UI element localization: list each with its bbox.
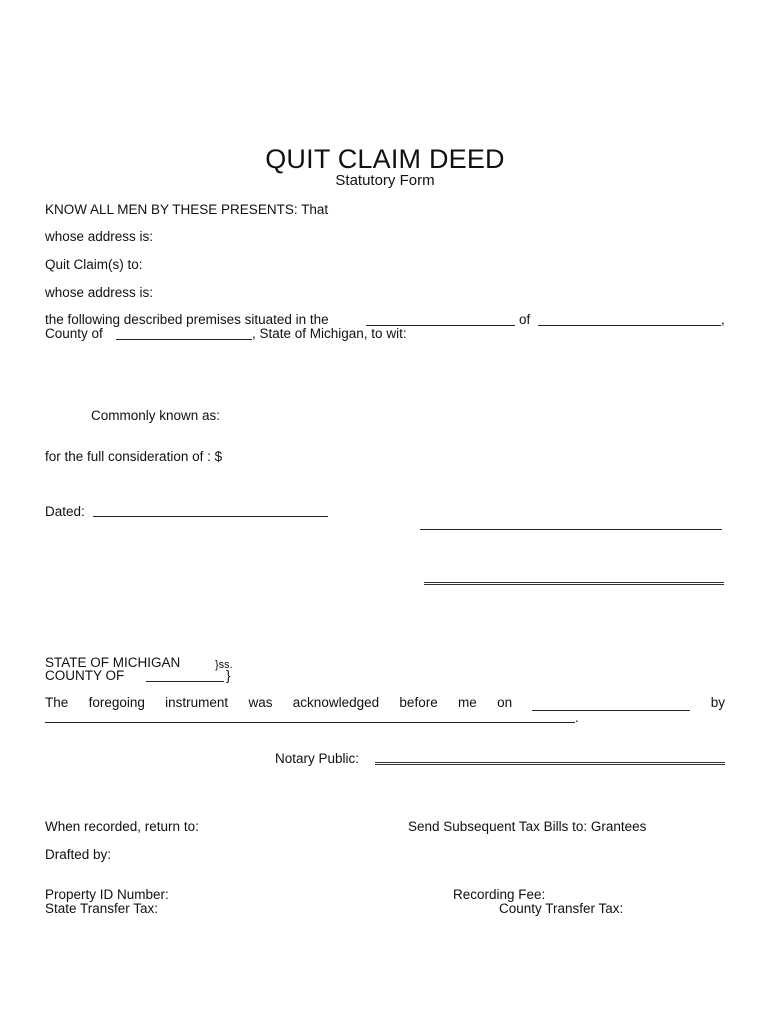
county-brace: }: [226, 668, 231, 683]
commonly-known-label: Commonly known as:: [91, 408, 221, 423]
county-of-blank[interactable]: [146, 681, 224, 682]
grantor-line: KNOW ALL MEN BY THESE PRESENTS: That: [45, 202, 329, 217]
recording-fee-label: Recording Fee:: [453, 887, 546, 902]
ss-label: }ss.: [215, 659, 233, 671]
state-transfer-label: State Transfer Tax:: [45, 901, 159, 916]
acknowledgment-sentence: [45, 695, 725, 711]
county-of-label: COUNTY OF: [45, 668, 125, 683]
signature-line-2[interactable]: [424, 582, 724, 585]
notary-blank[interactable]: [375, 762, 725, 765]
premises-county-label: County of: [45, 326, 103, 341]
premises-comma: ,: [721, 312, 725, 327]
drafted-label: Drafted by:: [45, 847, 112, 862]
tax-bills-label: Send Subsequent Tax Bills to: Grantees: [408, 819, 647, 834]
state-label: STATE OF MICHIGAN: [45, 655, 181, 670]
ack-word: me: [458, 695, 477, 710]
ack-word: instrument: [165, 695, 229, 710]
grantor-address-label: whose address is:: [45, 229, 154, 244]
document-title: QUIT CLAIM DEED: [265, 144, 505, 174]
grantee-address-label: whose address is:: [45, 285, 154, 300]
ack-word: The: [45, 695, 69, 710]
premises-state-text: , State of Michigan, to wit:: [252, 326, 407, 341]
ack-word: acknowledged: [292, 695, 380, 710]
premises-text-1: the following described premises situated in the: [45, 312, 329, 327]
premises-of: of: [519, 312, 531, 327]
ack-name-blank[interactable]: [45, 722, 575, 723]
municipality-type-blank[interactable]: [538, 325, 721, 326]
ack-word: was: [248, 695, 273, 710]
quit-claim-label: Quit Claim(s) to:: [45, 257, 143, 272]
property-id-label: Property ID Number:: [45, 887, 169, 902]
dated-label: Dated:: [45, 504, 85, 519]
ack-word: on: [497, 695, 513, 710]
county-transfer-label: County Transfer Tax:: [499, 901, 624, 916]
signature-line-1[interactable]: [420, 529, 722, 530]
ack-by: by: [710, 695, 725, 710]
ack-word: foregoing: [88, 695, 145, 710]
ack-word: before: [399, 695, 438, 710]
document-subtitle: Statutory Form: [335, 172, 435, 189]
return-label: When recorded, return to:: [45, 819, 199, 834]
ack-period: .: [575, 710, 579, 725]
notary-label: Notary Public:: [275, 751, 360, 766]
consideration-label: for the full consideration of : $: [45, 449, 223, 464]
ack-date-blank[interactable]: [532, 697, 690, 711]
dated-blank[interactable]: [93, 516, 328, 517]
premises-county-blank[interactable]: [116, 339, 252, 340]
